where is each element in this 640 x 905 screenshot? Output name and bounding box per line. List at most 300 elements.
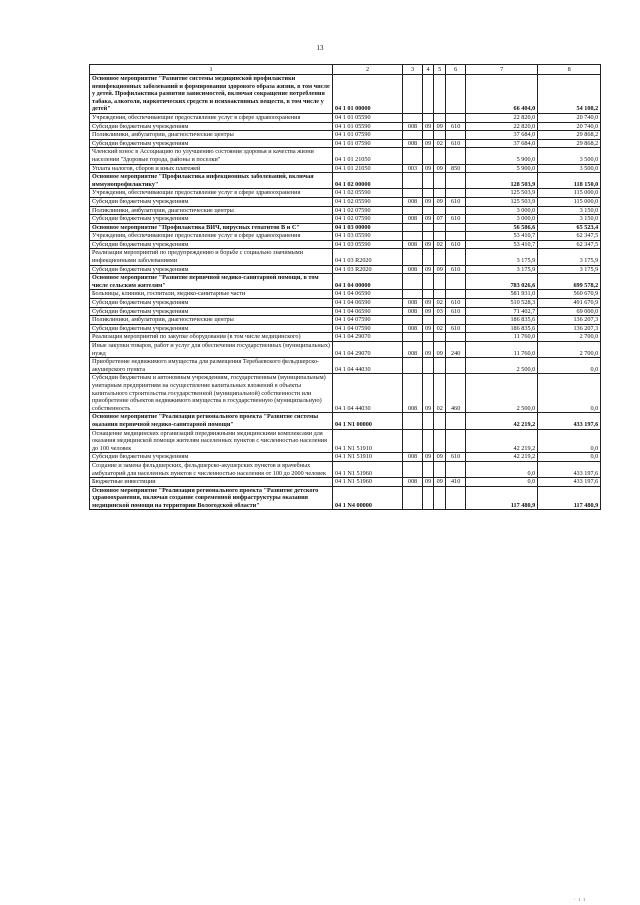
subsection-code-cell [434,173,446,189]
row-name-cell: Оснащение медицинских организаций передвижными медицинскими комплексами для оказания медицинской помощи жителям населенных пунктов с численностью населения до 100 человек [90,429,333,453]
ministry-code-cell [403,189,423,198]
amount-col7-cell: 11 760,0 [466,333,538,342]
section-code-cell [423,189,434,198]
amount-col7-cell: 0,0 [466,461,538,477]
amount-col7-cell: 22 820,0 [466,113,538,122]
subsection-code-cell: 09 [434,453,446,462]
expense-type-cell: 610 [446,324,466,333]
amount-col7-cell: 783 026,6 [466,274,538,290]
budget-code-cell: 04 1 03 05590 [333,232,403,241]
subsection-code-cell [434,113,446,122]
table-row [90,232,601,241]
subsection-code-cell [434,232,446,241]
subsection-code-cell: 02 [434,374,446,413]
row-name-cell: Создание и замена фельдшерских, фельдшерско-акушерских пунктов и врачебных амбулаторий для населенных пунктов с численностью населения от 100 до 2000 человек [90,461,333,477]
amount-col7-cell: 42 219,2 [466,453,538,462]
ministry-code-cell: 008 [403,215,423,224]
section-code-cell [423,148,434,164]
amount-col7-cell: 3 000,0 [466,206,538,215]
subsection-code-cell: 07 [434,215,446,224]
table-row [90,206,601,215]
amount-col7-cell: 125 503,9 [466,189,538,198]
subsection-code-cell [434,189,446,198]
amount-col7-cell: 37 684,0 [466,139,538,148]
table-row [90,131,601,140]
expense-type-cell [446,316,466,325]
budget-code-cell: 04 1 02 05590 [333,197,403,206]
section-code-cell: 09 [423,265,434,274]
table-row [90,139,601,148]
amount-col8-cell: 117 480,9 [538,486,601,510]
subsection-code-cell [434,461,446,477]
subsection-code-cell [434,333,446,342]
section-code-cell: 09 [423,164,434,173]
subsection-code-cell: 09 [434,478,446,487]
amount-col8-cell: 136 207,3 [538,324,601,333]
budget-code-cell: 04 1 04 06590 [333,290,403,299]
section-code-cell [423,173,434,189]
row-name-cell: Учреждения, обеспечивающие предоставление услуг в сфере здравоохранения [90,113,333,122]
header-cell: 8 [538,65,601,75]
section-code-cell: 09 [423,122,434,131]
amount-col7-cell: 2 500,0 [466,358,538,374]
amount-col7-cell: 581 931,0 [466,290,538,299]
amount-col8-cell: 2 700,0 [538,333,601,342]
row-name-cell: Основное мероприятие "Профилактика ВИЧ, вирусных гепатитов В и С" [90,223,333,232]
expense-type-cell [446,223,466,232]
amount-col7-cell: 5 900,0 [466,164,538,173]
subsection-code-cell: 02 [434,324,446,333]
table-row [90,486,601,510]
section-code-cell [423,249,434,265]
budget-code-cell: 04 1 N4 00000 [333,486,403,510]
amount-col7-cell: 53 410,7 [466,240,538,249]
amount-col7-cell: 37 684,0 [466,131,538,140]
ministry-code-cell [403,358,423,374]
ministry-code-cell: 008 [403,342,423,358]
amount-col7-cell: 71 402,7 [466,307,538,316]
section-code-cell [423,75,434,114]
table-row [90,164,601,173]
expense-type-cell: 610 [446,265,466,274]
row-name-cell: Субсидии бюджетным учреждениям [90,215,333,224]
section-code-cell [423,274,434,290]
amount-col7-cell: 3 000,0 [466,215,538,224]
section-code-cell [423,290,434,299]
amount-col8-cell: 491 670,9 [538,299,601,308]
budget-code-cell: 04 1 02 05590 [333,189,403,198]
subsection-code-cell [434,249,446,265]
subsection-code-cell: 09 [434,342,446,358]
budget-code-cell: 04 1 01 07590 [333,139,403,148]
amount-col8-cell: 54 108,2 [538,75,601,114]
subsection-code-cell [434,274,446,290]
row-name-cell: Субсидии бюджетным учреждениям [90,324,333,333]
budget-code-cell: 04 1 02 07590 [333,206,403,215]
table-row [90,307,601,316]
subsection-code-cell: 09 [434,197,446,206]
row-name-cell: Субсидии бюджетным учреждениям [90,122,333,131]
section-code-cell: 09 [423,307,434,316]
amount-col8-cell: 20 740,0 [538,122,601,131]
row-name-cell: Уплата налогов, сборов и иных платежей [90,164,333,173]
ministry-code-cell: 008 [403,299,423,308]
subsection-code-cell [434,290,446,299]
budget-code-cell: 04 1 01 05590 [333,122,403,131]
budget-code-cell: 04 1 04 00000 [333,274,403,290]
expense-type-cell [446,358,466,374]
header-cell: 4 [423,65,434,75]
section-code-cell: 09 [423,324,434,333]
table-row [90,413,601,429]
row-name-cell: Учреждения, обеспечивающие предоставление услуг в сфере здравоохранения [90,232,333,241]
expense-type-cell: 610 [446,197,466,206]
table-row [90,358,601,374]
expense-type-cell [446,333,466,342]
subsection-code-cell: 02 [434,299,446,308]
expense-type-cell [446,232,466,241]
table-row [90,148,601,164]
row-name-cell: Поликлиники, амбулатории, диагностические центры [90,206,333,215]
expense-type-cell [446,461,466,477]
amount-col8-cell: 69 000,0 [538,307,601,316]
row-name-cell: Субсидии бюджетным учреждениям [90,453,333,462]
expense-type-cell: 410 [446,478,466,487]
amount-col8-cell: 62 347,5 [538,240,601,249]
expense-type-cell [446,148,466,164]
expense-type-cell [446,290,466,299]
subsection-code-cell [434,148,446,164]
section-code-cell [423,206,434,215]
amount-col8-cell: 29 868,2 [538,139,601,148]
subsection-code-cell [434,413,446,429]
amount-col8-cell: 3 175,9 [538,265,601,274]
subsection-code-cell: 02 [434,240,446,249]
expense-type-cell: 850 [446,164,466,173]
expense-type-cell [446,206,466,215]
amount-col7-cell: 53 410,7 [466,232,538,241]
subsection-code-cell: 03 [434,307,446,316]
budget-code-cell: 04 1 04 06590 [333,299,403,308]
amount-col8-cell: 62 347,5 [538,232,601,241]
amount-col8-cell: 560 670,9 [538,290,601,299]
table-row [90,75,601,114]
section-code-cell [423,358,434,374]
table-row [90,290,601,299]
row-name-cell: Основное мероприятие "Реализация регионального проекта "Развитие детского здравоохранения, включая создание современной инфраструктуры оказания медицинской помощи на территории Вологодской области" [90,486,333,510]
expense-type-cell: 460 [446,374,466,413]
budget-code-cell: 04 1 N1 51960 [333,461,403,477]
row-name-cell: Иные закупки товаров, работ и услуг для обеспечения государственных (муниципальных) нужд [90,342,333,358]
budget-code-cell: 04 1 02 07590 [333,215,403,224]
section-code-cell [423,461,434,477]
budget-code-cell: 04 1 N1 51960 [333,478,403,487]
table-row [90,113,601,122]
section-code-cell: 09 [423,215,434,224]
table-row [90,249,601,265]
table-row [90,324,601,333]
budget-code-cell: 04 1 04 07590 [333,316,403,325]
section-code-cell [423,131,434,140]
section-code-cell [423,413,434,429]
amount-col8-cell: 136 207,3 [538,316,601,325]
amount-col8-cell: 118 150,0 [538,173,601,189]
amount-col8-cell: 3 150,0 [538,206,601,215]
ministry-code-cell: 008 [403,122,423,131]
table-row [90,215,601,224]
ministry-code-cell [403,173,423,189]
budget-code-cell: 04 1 01 05590 [333,113,403,122]
expense-type-cell: 610 [446,307,466,316]
header-cell: 5 [434,65,446,75]
amount-col7-cell: 22 820,0 [466,122,538,131]
section-code-cell: 09 [423,478,434,487]
subsection-code-cell: 09 [434,164,446,173]
amount-col8-cell: 3 175,9 [538,249,601,265]
ministry-code-cell: 008 [403,139,423,148]
ministry-code-cell [403,429,423,453]
budget-code-cell: 04 1 04 44030 [333,358,403,374]
table-row [90,274,601,290]
amount-col7-cell: 3 175,9 [466,249,538,265]
expense-type-cell: 610 [446,215,466,224]
header-cell: 6 [446,65,466,75]
table-row [90,461,601,477]
row-name-cell: Учреждения, обеспечивающие предоставление услуг в сфере здравоохранения [90,189,333,198]
budget-code-cell: 04 1 03 R2020 [333,265,403,274]
table-row [90,240,601,249]
row-name-cell: Субсидии бюджетным учреждениям [90,240,333,249]
ministry-code-cell [403,461,423,477]
section-code-cell: 09 [423,342,434,358]
table-row [90,197,601,206]
subsection-code-cell [434,75,446,114]
budget-code-cell: 04 1 N1 51910 [333,429,403,453]
amount-col7-cell: 510 528,3 [466,299,538,308]
amount-col7-cell: 3 175,9 [466,265,538,274]
ministry-code-cell [403,206,423,215]
ministry-code-cell: 008 [403,307,423,316]
ministry-code-cell [403,131,423,140]
expense-type-cell: 610 [446,139,466,148]
amount-col8-cell: 3 150,0 [538,215,601,224]
row-name-cell: Приобретение недвижимого имущества для размещения Теребаевского фельдшерско-акушерского пункта [90,358,333,374]
table-row [90,122,601,131]
row-name-cell: Основное мероприятие "Развитие системы медицинской профилактики неинфекционных заболеваний и формирования здорового образа жизни, в том числе у детей. Профилактика развития зависимостей, включая сокращение потребления табака, алкоголя, наркотических средств и психоактивных веществ, в том числе у детей" [90,75,333,114]
budget-code-cell: 04 1 N1 51910 [333,453,403,462]
amount-col8-cell: 20 740,0 [538,113,601,122]
budget-code-cell: 04 1 01 21050 [333,164,403,173]
row-name-cell: Субсидии бюджетным учреждениям [90,139,333,148]
ministry-code-cell: 008 [403,478,423,487]
table-row [90,299,601,308]
row-name-cell: Бюджетные инвестиции [90,478,333,487]
ministry-code-cell [403,148,423,164]
amount-col7-cell: 66 404,0 [466,75,538,114]
subsection-code-cell: 09 [434,265,446,274]
ministry-code-cell [403,75,423,114]
ministry-code-cell: 008 [403,453,423,462]
amount-col8-cell: 2 700,0 [538,342,601,358]
row-name-cell: Основное мероприятие "Профилактика инфекционных заболеваний, включая иммунопрофилактику" [90,173,333,189]
amount-col8-cell: 3 500,0 [538,148,601,164]
section-code-cell [423,316,434,325]
amount-col8-cell: 115 000,0 [538,197,601,206]
ministry-code-cell: 003 [403,164,423,173]
expense-type-cell: 610 [446,122,466,131]
amount-col7-cell: 117 480,9 [466,486,538,510]
amount-col8-cell: 433 197,6 [538,413,601,429]
subsection-code-cell [434,358,446,374]
section-code-cell: 09 [423,139,434,148]
amount-col7-cell: 5 900,0 [466,148,538,164]
ministry-code-cell [403,333,423,342]
budget-code-cell: 04 1 04 07590 [333,324,403,333]
table-row [90,223,601,232]
budget-code-cell: 04 1 01 21050 [333,148,403,164]
ministry-code-cell [403,274,423,290]
budget-code-cell: 04 1 04 29070 [333,333,403,342]
expense-type-cell [446,173,466,189]
amount-col8-cell: 115 000,0 [538,189,601,198]
page-number: 13 [316,44,324,52]
row-name-cell: Субсидии бюджетным и автономным учреждениям, государственным (муниципальным) унитарным предприятиям на осуществление капитальных вложений в объекты капитального строительства государственной (муниципальной) собственности или приобретение объектов недвижимого имущества в государственную (муниципальную) собственность [90,374,333,413]
section-code-cell: 09 [423,197,434,206]
ministry-code-cell [403,113,423,122]
table-row [90,429,601,453]
expense-type-cell: 610 [446,299,466,308]
amount-col8-cell: 0,0 [538,358,601,374]
ministry-code-cell: 008 [403,265,423,274]
budget-table [89,64,601,510]
subsection-code-cell [434,429,446,453]
table-row [90,189,601,198]
row-name-cell: Реализация мероприятий по предупреждению и борьбе с социально значимыми инфекционными заболеваниями [90,249,333,265]
section-code-cell [423,232,434,241]
ministry-code-cell: 008 [403,197,423,206]
amount-col8-cell: 0,0 [538,429,601,453]
ministry-code-cell [403,413,423,429]
budget-code-cell: 04 1 02 00000 [333,173,403,189]
expense-type-cell [446,274,466,290]
ministry-code-cell [403,316,423,325]
subsection-code-cell [434,131,446,140]
scan-marks: · ı ı [573,897,585,903]
section-code-cell [423,113,434,122]
subsection-code-cell [434,486,446,510]
ministry-code-cell: 008 [403,374,423,413]
subsection-code-cell [434,223,446,232]
row-name-cell: Субсидии бюджетным учреждениям [90,197,333,206]
ministry-code-cell [403,290,423,299]
table-row [90,333,601,342]
subsection-code-cell [434,316,446,325]
ministry-code-cell [403,249,423,265]
section-code-cell: 09 [423,299,434,308]
row-name-cell: Субсидии бюджетным учреждениям [90,307,333,316]
amount-col8-cell: 433 197,6 [538,461,601,477]
section-code-cell: 09 [423,374,434,413]
budget-code-cell: 04 1 01 07590 [333,131,403,140]
budget-code-cell: 04 1 04 29070 [333,342,403,358]
row-name-cell: Поликлиники, амбулатории, диагностические центры [90,316,333,325]
amount-col8-cell: 0,0 [538,374,601,413]
amount-col8-cell: 433 197,6 [538,478,601,487]
budget-code-cell: 04 1 04 06590 [333,307,403,316]
header-cell: 1 [90,65,333,75]
amount-col8-cell: 0,0 [538,453,601,462]
budget-code-cell: 04 1 04 44030 [333,374,403,413]
amount-col7-cell: 56 586,6 [466,223,538,232]
amount-col8-cell: 29 868,2 [538,131,601,140]
amount-col7-cell: 186 835,6 [466,324,538,333]
row-name-cell: Больницы, клиники, госпитали, медико-санитарные части [90,290,333,299]
ministry-code-cell [403,486,423,510]
ministry-code-cell: 008 [403,324,423,333]
expense-type-cell [446,113,466,122]
ministry-code-cell [403,223,423,232]
amount-col7-cell: 125 503,9 [466,197,538,206]
section-code-cell: 09 [423,453,434,462]
table-row [90,342,601,358]
table-row [90,453,601,462]
budget-code-cell: 04 1 03 05590 [333,240,403,249]
expense-type-cell [446,413,466,429]
amount-col7-cell: 2 500,0 [466,374,538,413]
expense-type-cell [446,189,466,198]
expense-type-cell [446,429,466,453]
amount-col8-cell: 3 500,0 [538,164,601,173]
budget-code-cell: 04 1 03 00000 [333,223,403,232]
section-code-cell: 09 [423,240,434,249]
row-name-cell: Субсидии бюджетным учреждениям [90,265,333,274]
amount-col8-cell: 699 578,2 [538,274,601,290]
expense-type-cell [446,75,466,114]
section-code-cell [423,429,434,453]
header-cell: 7 [466,65,538,75]
header-cell: 3 [403,65,423,75]
expense-type-cell: 610 [446,240,466,249]
section-code-cell [423,333,434,342]
amount-col7-cell: 42 219,2 [466,413,538,429]
ministry-code-cell [403,232,423,241]
amount-col7-cell: 186 835,6 [466,316,538,325]
row-name-cell: Основное мероприятие "Развитие первичной медико-санитарной помощи, в том числе сельским жителям" [90,274,333,290]
table-row [90,478,601,487]
row-name-cell: Субсидии бюджетным учреждениям [90,299,333,308]
expense-type-cell [446,486,466,510]
row-name-cell: Основное мероприятие "Реализация регионального проекта "Развитие системы оказания первичной медико-санитарной помощи" [90,413,333,429]
table-row [90,316,601,325]
row-name-cell: Членский взнос в Ассоциацию по улучшению состояния здоровья и качества жизни населения "Здоровые города, районы и поселки" [90,148,333,164]
row-name-cell: Поликлиники, амбулатории, диагностические центры [90,131,333,140]
budget-code-cell: 04 1 01 00000 [333,75,403,114]
table-row [90,374,601,413]
table-row [90,265,601,274]
subsection-code-cell: 02 [434,139,446,148]
expense-type-cell [446,249,466,265]
amount-col7-cell: 11 760,0 [466,342,538,358]
subsection-code-cell [434,206,446,215]
amount-col8-cell: 65 523,4 [538,223,601,232]
section-code-cell [423,223,434,232]
expense-type-cell: 610 [446,453,466,462]
table-row [90,173,601,189]
subsection-code-cell: 09 [434,122,446,131]
amount-col7-cell: 128 503,9 [466,173,538,189]
expense-type-cell: 240 [446,342,466,358]
table-header-row [90,65,601,75]
